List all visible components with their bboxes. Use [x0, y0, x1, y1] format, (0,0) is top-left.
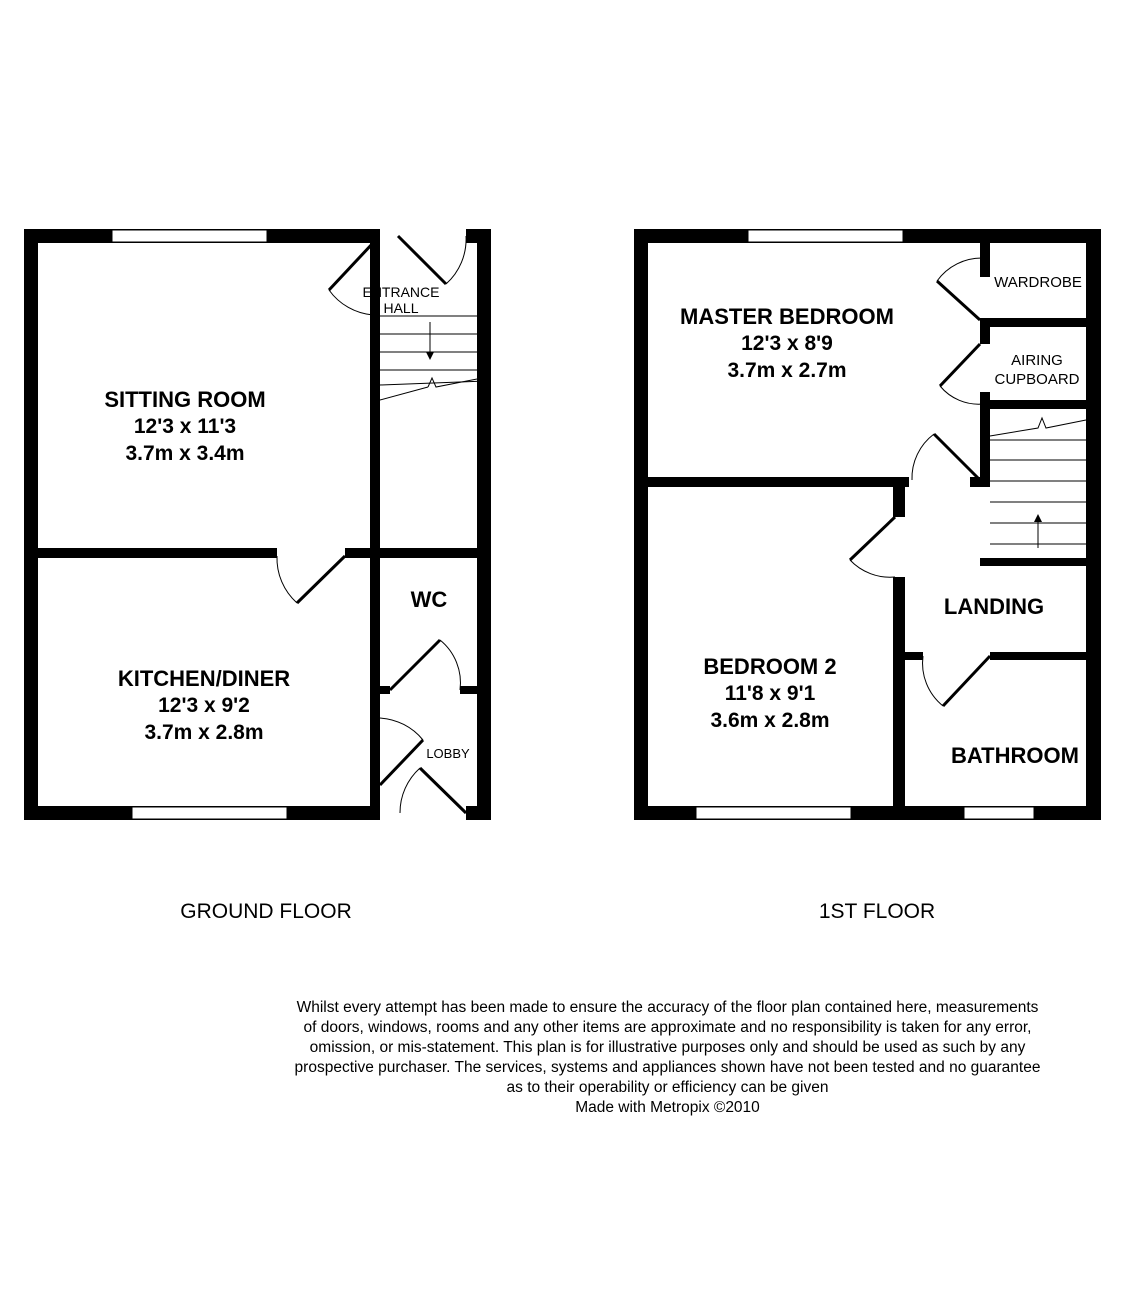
door [943, 656, 990, 706]
disclaimer-line: as to their operability or efficiency can be given [506, 1079, 829, 1096]
kitchen-diner-label: KITCHEN/DINER [117, 666, 291, 691]
door-swing [923, 656, 943, 706]
master-bedroom-dim-imperial: 12'3 x 8'9 [741, 332, 833, 355]
window [748, 230, 903, 242]
window [964, 807, 1034, 819]
master-bedroom-label: MASTER BEDROOM [680, 304, 894, 329]
entrance-hall-label-1: ENTRANCE [362, 284, 440, 300]
window [696, 807, 851, 819]
first-floor-plan [634, 229, 1101, 820]
door-swing [912, 434, 934, 480]
entrance-hall-label-2: HALL [383, 300, 419, 316]
bedroom-2-dim-metric: 3.6m x 2.8m [710, 709, 830, 732]
wall [24, 548, 277, 558]
door [850, 517, 895, 560]
wall [634, 229, 648, 820]
disclaimer-line: of doors, windows, rooms and any other items are approximate and no responsibility is taken for any error, [303, 1019, 1032, 1036]
wall [24, 229, 38, 820]
ground-floor-plan [24, 229, 491, 820]
door [297, 556, 345, 603]
bathroom-label: BATHROOM [951, 743, 1079, 768]
wall [460, 686, 491, 694]
disclaimer [200, 998, 1125, 1118]
landing-label: LANDING [943, 594, 1045, 619]
wall [980, 318, 1101, 327]
disclaimer-line: omission, or mis-statement. This plan is for illustrative purposes only and should be used as such by any [309, 1039, 1026, 1056]
door [940, 344, 980, 386]
airing-cupboard-label-1: AIRING [1011, 352, 1063, 369]
door-swing [446, 236, 466, 284]
door-swing [440, 640, 460, 690]
airing-cupboard-label-2: CUPBOARD [994, 371, 1080, 388]
staircase [990, 418, 1086, 548]
kitchen-diner-dim-metric: 3.7m x 2.8m [144, 721, 264, 744]
wall [370, 686, 390, 694]
wall [477, 229, 491, 820]
door [420, 768, 466, 813]
door [329, 243, 373, 290]
master-bedroom-dim-metric: 3.7m x 2.7m [727, 359, 847, 382]
wall [466, 806, 491, 820]
bedroom-2-label: BEDROOM 2 [703, 654, 837, 679]
first-floor-title: 1ST FLOOR [818, 900, 936, 923]
door-swing [940, 386, 983, 404]
wall [893, 652, 923, 660]
door-swing [937, 258, 983, 281]
door [934, 434, 980, 480]
door [398, 236, 446, 284]
disclaimer-line: prospective purchaser. The services, systems and appliances shown have not been tested and no guarantee [294, 1059, 1041, 1076]
door-swing [277, 556, 297, 603]
sitting-room-dim-metric: 3.7m x 3.4m [125, 442, 245, 465]
door [937, 281, 980, 320]
wall [1086, 229, 1101, 820]
sitting-room-label: SITTING ROOM [104, 387, 266, 412]
wall [893, 477, 905, 517]
staircase [380, 316, 486, 400]
door-swing [380, 718, 423, 740]
door-swing [850, 560, 895, 577]
lobby-label: LOBBY [426, 746, 470, 761]
wall [990, 652, 1101, 660]
wall [345, 548, 491, 558]
bedroom-2-dim-imperial: 11'8 x 9'1 [724, 682, 816, 705]
wall [980, 229, 990, 277]
wall [980, 558, 1101, 566]
wall [893, 577, 905, 820]
metropix-credit: Made with Metropix ©2010 [575, 1099, 760, 1116]
sitting-room-dim-imperial: 12'3 x 11'3 [133, 415, 237, 438]
wardrobe-label: WARDROBE [994, 274, 1082, 291]
wall [634, 477, 909, 487]
wall [370, 229, 380, 820]
disclaimer-line: Whilst every attempt has been made to ensure the accuracy of the floor plan contained here, measurements [296, 999, 1039, 1016]
window [112, 230, 267, 242]
wc-label: WC [410, 587, 448, 612]
door [380, 740, 423, 785]
door-swing [400, 768, 420, 813]
wall [980, 400, 1101, 409]
door [390, 640, 440, 690]
ground-floor-title: GROUND FLOOR [180, 900, 352, 923]
kitchen-diner-dim-imperial: 12'3 x 9'2 [158, 694, 250, 717]
window [132, 807, 287, 819]
